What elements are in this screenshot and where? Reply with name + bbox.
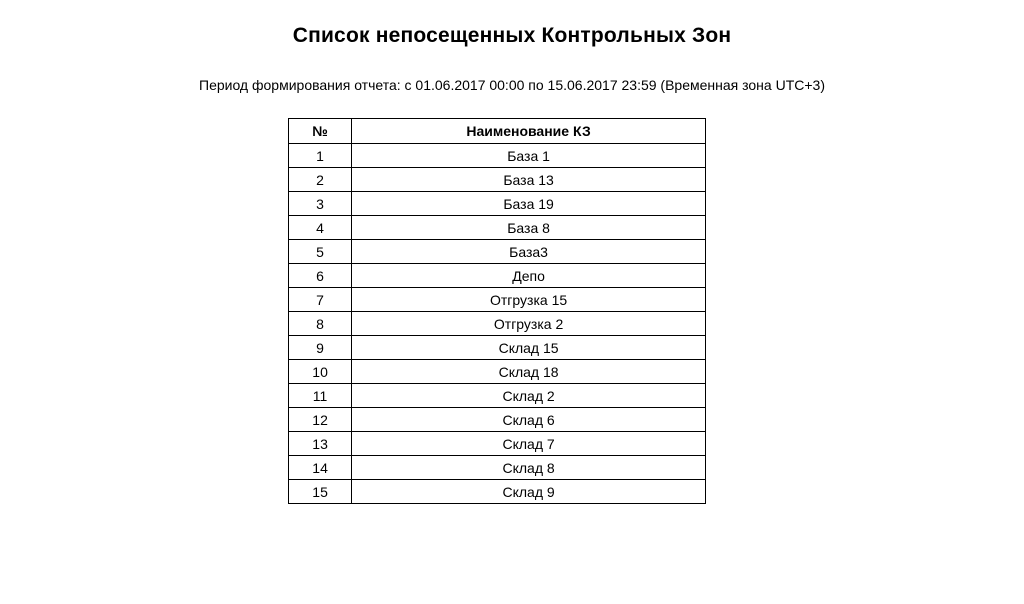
unvisited-zones-table: [288, 118, 706, 504]
row-number-cell: 4: [289, 216, 352, 240]
row-number-cell: 14: [289, 456, 352, 480]
table-row: [289, 408, 706, 432]
table-row: [289, 432, 706, 456]
row-number-cell: 3: [289, 192, 352, 216]
zone-name-cell: Склад 15: [352, 336, 706, 360]
table-body: [289, 144, 706, 504]
table-header: [289, 119, 706, 144]
zone-name-cell: База 13: [352, 168, 706, 192]
row-number-cell: 5: [289, 240, 352, 264]
table-row: [289, 288, 706, 312]
zone-name-cell: Склад 6: [352, 408, 706, 432]
row-number-cell: 13: [289, 432, 352, 456]
zone-name-cell: База 19: [352, 192, 706, 216]
table-row: [289, 360, 706, 384]
row-number-cell: 8: [289, 312, 352, 336]
row-number-cell: 1: [289, 144, 352, 168]
row-number-cell: 15: [289, 480, 352, 504]
zone-name-cell: Депо: [352, 264, 706, 288]
column-header-zone-name: Наименование КЗ: [352, 119, 706, 144]
table-header-row: [289, 119, 706, 144]
zone-name-cell: База 1: [352, 144, 706, 168]
table-row: [289, 312, 706, 336]
table-row: [289, 384, 706, 408]
table-row: [289, 192, 706, 216]
report-period: Период формирования отчета: с 01.06.2017 00:00 по 15.06.2017 23:59 (Временная зона UTC+3): [199, 77, 825, 93]
row-number-cell: 11: [289, 384, 352, 408]
report-title: Список непосещенных Контрольных Зон: [292, 24, 732, 47]
zone-name-cell: Склад 2: [352, 384, 706, 408]
table-row: [289, 336, 706, 360]
zone-name-cell: Отгрузка 2: [352, 312, 706, 336]
zone-name-cell: Отгрузка 15: [352, 288, 706, 312]
row-number-cell: 10: [289, 360, 352, 384]
table-row: [289, 456, 706, 480]
zone-name-cell: Склад 9: [352, 480, 706, 504]
row-number-cell: 9: [289, 336, 352, 360]
zone-name-cell: Склад 18: [352, 360, 706, 384]
zone-name-cell: База 8: [352, 216, 706, 240]
table-row: [289, 240, 706, 264]
row-number-cell: 12: [289, 408, 352, 432]
row-number-cell: 6: [289, 264, 352, 288]
table-row: [289, 216, 706, 240]
table-row: [289, 144, 706, 168]
zone-name-cell: Склад 8: [352, 456, 706, 480]
column-header-number: №: [289, 119, 352, 144]
zone-name-cell: База3: [352, 240, 706, 264]
table-row: [289, 168, 706, 192]
zone-name-cell: Склад 7: [352, 432, 706, 456]
table-row: [289, 264, 706, 288]
row-number-cell: 7: [289, 288, 352, 312]
table-row: [289, 480, 706, 504]
row-number-cell: 2: [289, 168, 352, 192]
